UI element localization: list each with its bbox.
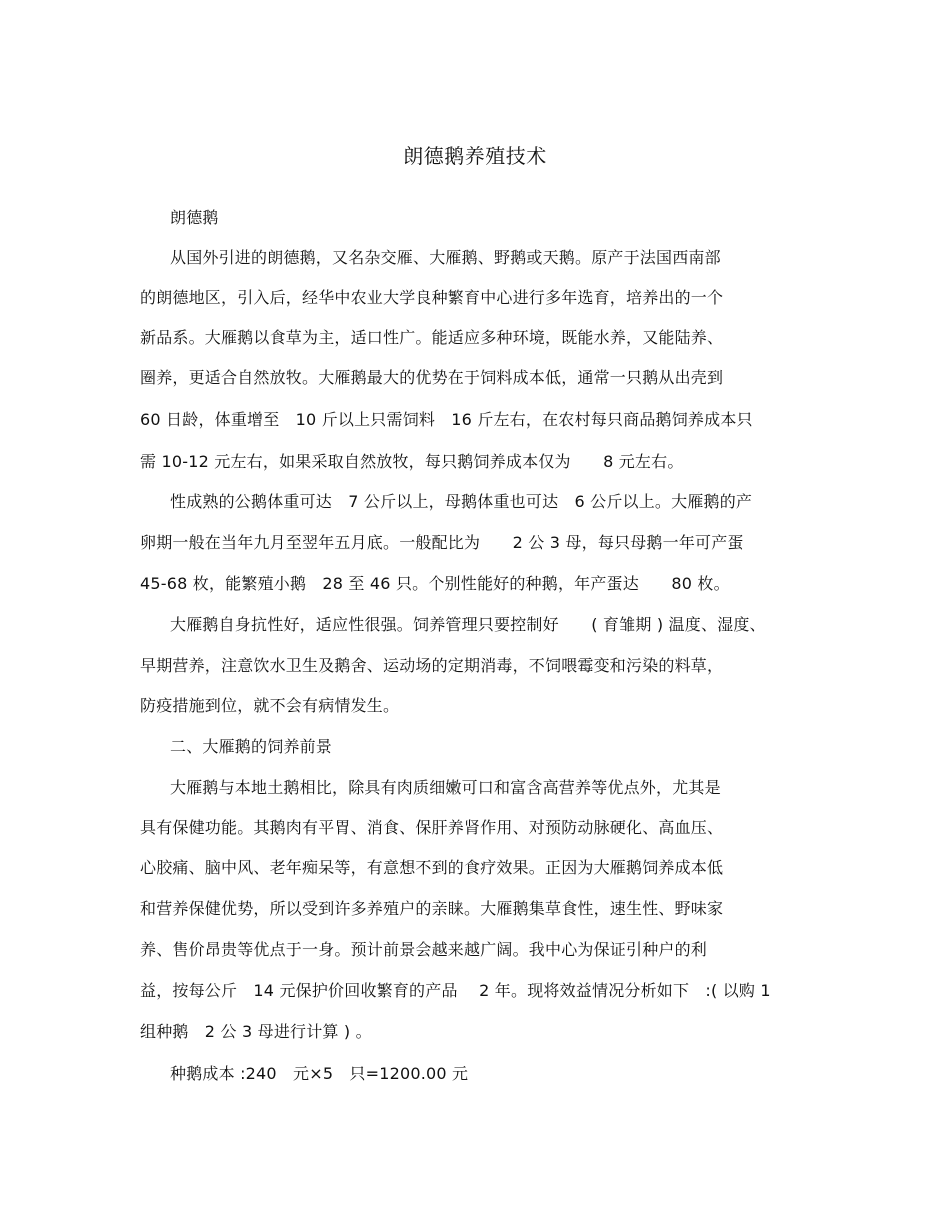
text-line: 心胶痛、脑中风、老年痴呆等，有意想不到的食疗效果。正因为大雁鹅饲养成本低 (140, 858, 724, 877)
section-heading: 二、大雁鹅的饲养前景 (170, 737, 333, 756)
text-line: 需 10-12 元左右，如果采取自然放牧，每只鹅饲养成本仅为 8 元左右。 (140, 452, 684, 471)
text-line: 种鹅成本 :240 元×5 只=1200.00 元 (170, 1064, 469, 1083)
text-line: 性成熟的公鹅体重可达 7 公斤以上，母鹅体重也可达 6 公斤以上。大雁鹅的产 (170, 492, 753, 511)
text-line: 和营养保健优势，所以受到许多养殖户的亲睐。大雁鹅集草食性，速生性、野味家 (140, 899, 724, 918)
text-line: 圈养，更适合自然放牧。大雁鹅最大的优势在于饲料成本低，通常一只鹅从出壳到 (140, 368, 724, 387)
text-line: 大雁鹅自身抗性好，适应性很强。饲养管理只要控制好 ( 育雏期 ) 温度、湿度、 (170, 615, 766, 634)
text-line: 组种鹅 2 公 3 母进行计算 ) 。 (140, 1022, 372, 1041)
text-line: 45-68 枚，能繁殖小鹅 28 至 46 只。个别性能好的种鹅，年产蛋达 80 枚。 (140, 574, 730, 593)
text-line: 朗德鹅 (170, 208, 219, 227)
text-line: 防疫措施到位，就不会有病情发生。 (140, 696, 400, 715)
text-line: 新品系。大雁鹅以食草为主，适口性广。能适应多种环境，既能水养，又能陆养、 (140, 328, 724, 347)
text-line: 的朗德地区，引入后，经华中农业大学良种繁育中心进行多年选育，培养出的一个 (140, 288, 724, 307)
text-line: 具有保健功能。其鹅肉有平胃、消食、保肝养肾作用、对预防动脉硬化、高血压、 (140, 818, 724, 837)
text-line: 早期营养，注意饮水卫生及鹅舍、运动场的定期消毒，不饲喂霉变和污染的料草， (140, 656, 724, 675)
text-line: 大雁鹅与本地土鹅相比，除具有肉质细嫩可口和富含高营养等优点外，尤其是 (170, 778, 721, 797)
document-title: 朗德鹅养殖技术 (403, 144, 547, 168)
text-line: 卵期一般在当年九月至翌年五月底。一般配比为 2 公 3 母，每只母鹅一年可产蛋 (140, 533, 744, 552)
text-line: 从国外引进的朗德鹅，又名杂交雁、大雁鹅、野鹅或天鹅。原产于法国西南部 (170, 248, 721, 267)
text-line: 养、售价昂贵等优点于一身。预计前景会越来越广阔。我中心为保证引种户的利 (140, 940, 708, 959)
text-line: 益，按每公斤 14 元保护价回收繁育的产品 2 年。现将效益情况分析如下 :( 以购 1 (140, 981, 771, 1000)
text-line: 60 日龄，体重增至 10 斤以上只需饲料 16 斤左右，在农村每只商品鹅饲养成本只 (140, 410, 753, 429)
